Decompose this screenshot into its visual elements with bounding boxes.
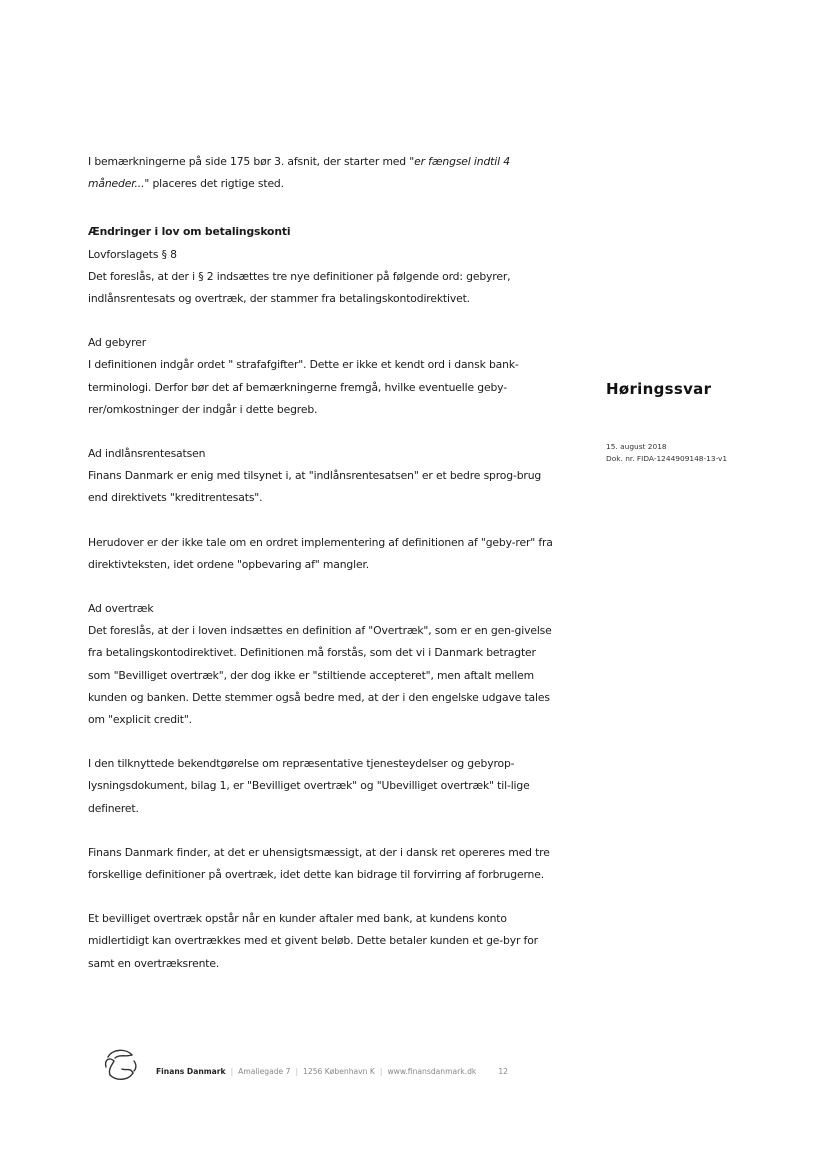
page-footer	[100, 1045, 600, 1085]
text: I bemærkningerne på side 175 bør 3. afsnit, der starter med	[88, 155, 410, 168]
footer-separator: |	[379, 1067, 383, 1076]
paragraph-intro-note	[88, 151, 558, 195]
section-reference: Lovforslagets § 8	[88, 247, 177, 261]
paragraph-indlaansrentesats: Finans Danmark er enig med tilsynet i, at "indlånsrentesatsen" er et bedre sprog-brug end direktivets "kreditrentesats".	[88, 469, 542, 505]
footer-brand: Finans Danmark	[156, 1067, 226, 1076]
subheading-indlaansrentesats: Ad indlånsrentesatsen	[88, 447, 206, 461]
paragraph-herudover: Herudover er der ikke tale om en ordret implementering af definitionen af "geby-rer" fra direktivteksten, idet ordene "opbevaring af" mangler.	[88, 535, 553, 571]
paragraph-tilknyttede: I den tilknyttede bekendtgørelse om repræsentative tjenesteydelser og gebyrop-lysningsdokument, bilag 1, er "Bevilliget overtræk" og "Ubevilliget overtræk" til-lige defineret.	[88, 757, 530, 815]
footer-city: 1256 København K	[303, 1067, 375, 1076]
subheading-gebyrer: Ad gebyrer	[88, 336, 147, 350]
section-heading: Ændringer i lov om betalingskonti	[88, 225, 291, 239]
document-body	[88, 151, 558, 975]
document-date: 15. august 2018	[606, 442, 667, 451]
subheading-overtraek: Ad overtræk	[88, 602, 154, 616]
footer-separator: |	[230, 1067, 234, 1076]
paragraph-definitions: Det foreslås, at der i § 2 indsættes tre nye definitioner på følgende ord: gebyrer, indlånsrentesats og overtræk, der stammer fra betalingskontodirektivet.	[88, 269, 511, 306]
footer-address: Amaliegade 7	[238, 1067, 291, 1076]
footer-separator: |	[295, 1067, 299, 1076]
paragraph-overtraek: Det foreslås, at der i loven indsættes en definition af "Overtræk", som er en gen-givelse fra betalingskontodirektivet. Definitionen må forstås, som det vi i Danmark betragter som "Bevilliget overtræk", der dog ikke er "stiltiende accepteret", men aftalt mellem kunden og banken. Dette stemmer også bedre med, at der i den engelske udgave tales om "explicit credit".	[88, 624, 552, 727]
paragraph-bevilliget: Et bevilliget overtræk opstår når en kunder aftaler med bank, at kundens konto midlertidigt kan overtrækkes med et givent beløb. Dette betaler kunden et ge-byr for samt en overtræksrente.	[88, 912, 538, 970]
document-type-title: Høringssvar	[606, 380, 712, 398]
footer-line	[156, 1067, 508, 1076]
page-number: 12	[498, 1067, 508, 1076]
sidebar	[606, 380, 806, 465]
document-meta	[606, 441, 806, 465]
document-number: Dok. nr. FIDA-1244909148-13-v1	[606, 454, 728, 463]
paragraph-gebyrer: I definitionen indgår ordet " strafafgifter". Dette er ikke et kendt ord i dansk bank-terminologi. Derfor bør det af bemærkningerne fremgå, hvilke eventuelle geby-rer/omkostninger der indgår i dette begreb.	[88, 358, 519, 416]
footer-website[interactable]: www.finansdanmark.dk	[387, 1067, 477, 1076]
quoted-text: "er fængsel indtil 4 måneder..."	[88, 155, 510, 191]
paragraph-finder: Finans Danmark finder, at det er uhensigtsmæssigt, at der i dansk ret opereres med tre forskellige definitioner på overtræk, idet dette kan bidrage til forvirring af forbrugerne.	[88, 845, 550, 882]
finans-danmark-logo-icon	[100, 1045, 140, 1085]
text: placeres det rigtige sted.	[149, 177, 284, 191]
